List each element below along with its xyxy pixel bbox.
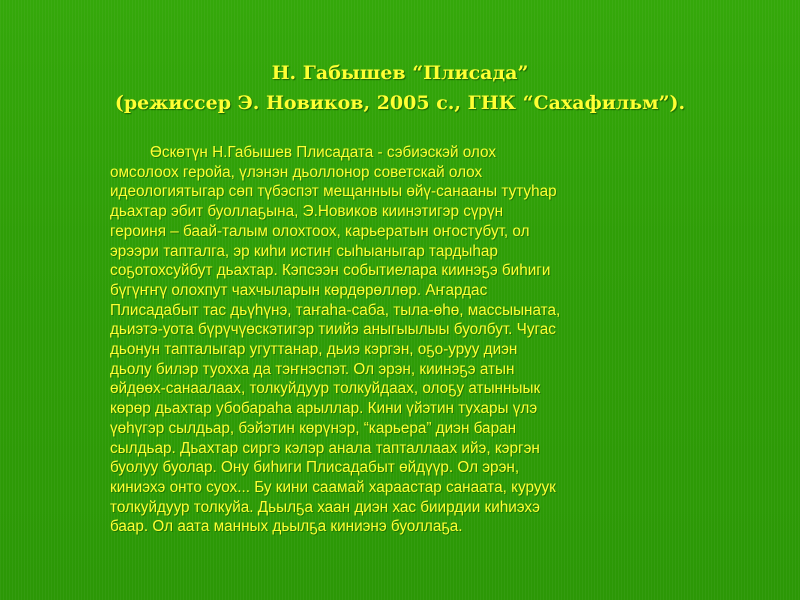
body-line: буолуу буолар. Ону биһиги Плисадабыт өйдүүр. Ол эрэн, <box>110 459 520 477</box>
body-line: толкуйдуур толкуйа. Дьылҕа хаан диэн хас биирдии киһиэхэ <box>110 498 540 516</box>
body-line: баар. Ол аата манных дьылҕа киниэнэ буоллаҕа. <box>110 518 463 536</box>
body-line: Плисадабыт тас дьүһүнэ, таҥаһа-саба, тыла-өһө, массыыната, <box>110 301 561 319</box>
body-line: идеологиятыгар сөп түбэспэт мещанныы өйү-санааны тутуһар <box>110 183 557 201</box>
body-line: өйдөөх-санаалаах, толкуйдуур толкуйдаах, олоҕу атынныык <box>110 380 541 398</box>
body-line: эрээри тапталга, эр киһи истиҥ сыһыаныгар тардыһар <box>110 242 498 260</box>
body-line: дьиэтэ-уота бүрүчүөскэтигэр тиийэ аныгыылыы буолбут. Чугас <box>110 321 556 339</box>
body-line: сылдьар. Дьахтар сиргэ кэлэр анала тапталлаах ийэ, кэргэн <box>110 439 540 457</box>
body-paragraph <box>110 143 770 537</box>
body-line: дьахтар эбит буоллаҕына, Э.Новиков киинэтигэр сүрүн <box>110 203 504 221</box>
body-line: Өскөтүн Н.Габышев Плисадата - сэбиэскэй олох <box>150 144 496 161</box>
body-line: омсолоох геройа, үлэнэн дьоллонор советскай олох <box>110 163 483 181</box>
body-line: үөһүгэр сылдьар, бэйэтин көрүнэр, “карьера” диэн баран <box>110 419 517 437</box>
body-line: дьолу билэр туохха да тэҥнэспэт. Ол эрэн, киинэҕэ атын <box>110 360 515 378</box>
body-line: героиня – баай-талым олохтоох, карьератын оҥостубут, ол <box>110 222 530 240</box>
slide-subtitle: (режиссер Э. Новиков, 2005 с., ГНК “Сахафильм”). <box>114 92 686 114</box>
body-line: көрөр дьахтар убобараһа арыллар. Кини үйэтин тухары үлэ <box>110 400 538 418</box>
body-line: киниэхэ онто суох... Бу кини саамай хараастар санаата, куруук <box>110 478 556 496</box>
body-line: бүгүҥҥү олохпут чахчыларын көрдөрөллөр. Аҥардас <box>110 281 488 299</box>
body-line: дьонун тапталыгар угуттанар, дьиэ кэргэн, оҕо-уруу диэн <box>110 341 518 359</box>
slide-title: Н. Габышев “Плисада” <box>271 62 529 84</box>
body-line: соҕотохсуйбут дьахтар. Кэпсээн событиелара киинэҕэ биһиги <box>110 262 551 280</box>
